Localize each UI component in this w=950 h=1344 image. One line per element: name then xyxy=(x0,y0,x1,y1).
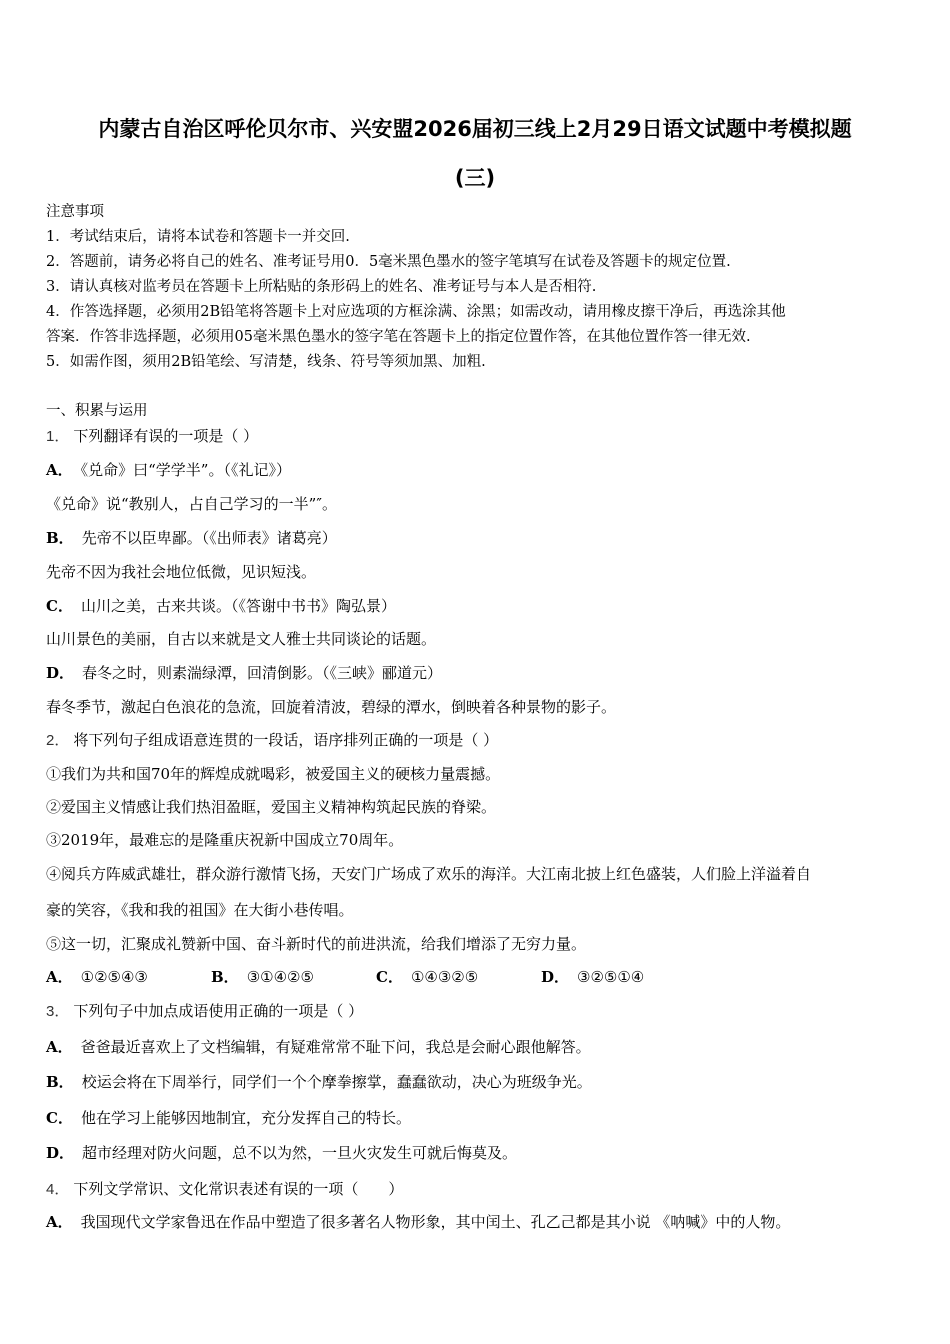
option-label: A． xyxy=(46,968,73,986)
option-label: B． xyxy=(211,968,239,986)
notice-item-4: 4．作答选择题，必须用2B铅笔将答题卡上对应选项的方框涂满、涂黑；如需改动，请用橡皮擦干净后，再选涂其他 xyxy=(46,304,786,320)
option-label: B． xyxy=(46,529,74,547)
option-label: A． xyxy=(46,461,73,479)
q1-option-a xyxy=(46,460,291,480)
q2-choice-c xyxy=(376,967,541,987)
option-text: ①②⑤④③ xyxy=(80,968,148,986)
question-4 xyxy=(46,1179,403,1200)
q1-option-b xyxy=(46,528,337,548)
option-label: B． xyxy=(46,1073,74,1091)
option-label: C． xyxy=(46,597,73,615)
q2-choices xyxy=(46,967,644,987)
q2-choice-d xyxy=(541,967,644,987)
question-1 xyxy=(46,426,258,447)
notice-item-1: 1．考试结束后，请将本试卷和答题卡一并交回. xyxy=(46,229,350,245)
option-label: D． xyxy=(46,664,75,682)
option-text: 爸爸最近喜欢上了文档编辑，有疑难常常不耻下问，我总是会耐心跟他解答。 xyxy=(80,1038,591,1056)
notice-item-5: 5．如需作图，须用2B铅笔绘、写清楚，线条、符号等须加黑、加粗. xyxy=(46,354,486,370)
q2-choice-a xyxy=(46,967,211,987)
option-text: 先帝不以臣卑鄙。（《出师表》诸葛亮） xyxy=(81,529,337,547)
q2-sentence-1: ①我们为共和国70年的辉煌成就喝彩，被爱国主义的硬核力量震撼。 xyxy=(46,765,501,783)
q3-option-c xyxy=(46,1108,411,1128)
option-text: 山川之美，古来共谈。（《答谢中书书》陶弘景） xyxy=(80,597,396,615)
q1-option-a-translation: 《兑命》说“教别人，占自己学习的一半”″。 xyxy=(46,495,337,513)
question-3 xyxy=(46,1001,363,1022)
q1-option-c-translation: 山川景色的美丽，自古以来就是文人雅士共同谈论的话题。 xyxy=(46,630,437,648)
option-text: ③②⑤①④ xyxy=(577,968,645,986)
question-number: 3． xyxy=(46,1003,70,1020)
option-label: C． xyxy=(376,968,403,986)
q2-sentence-2: ②爱国主义情感让我们热泪盈眶，爱国主义精神构筑起民族的脊梁。 xyxy=(46,798,497,816)
q1-option-d-translation: 春冬季节，激起白色浪花的急流，回旋着清波，碧绿的潭水，倒映着各种景物的影子。 xyxy=(46,698,617,716)
option-label: A． xyxy=(46,1038,73,1056)
exam-title-line1: 内蒙古自治区呼伦贝尔市、兴安盟2026届初三线上2月29日语文试题中考模拟题 xyxy=(98,117,852,141)
question-number: 4． xyxy=(46,1181,70,1198)
question-number: 1． xyxy=(46,428,70,445)
q1-option-c xyxy=(46,596,396,616)
q3-option-b xyxy=(46,1072,592,1092)
option-text: 我国现代文学家鲁迅在作品中塑造了很多著名人物形象，其中闰土、孔乙己都是其小说 《呐喊》中的人物。 xyxy=(80,1213,791,1231)
question-number: 2． xyxy=(46,732,70,749)
q1-option-b-translation: 先帝不因为我社会地位低微，见识短浅。 xyxy=(46,563,317,581)
notice-item-4-cont: 答案．作答非选择题，必须用05毫米黑色墨水的签字笔在答题卡上的指定位置作答，在其他位置作答一律无效. xyxy=(46,329,751,345)
exam-title-line2: (三) xyxy=(454,166,496,190)
q2-sentence-5: ⑤这一切，汇聚成礼赞新中国、奋斗新时代的前进洪流，给我们增添了无穷力量。 xyxy=(46,935,587,953)
notice-item-2: 2．答题前，请务必将自己的姓名、准考证号用0．5毫米黑色墨水的签字笔填写在试卷及答题卡的规定位置. xyxy=(46,254,731,270)
option-label: A． xyxy=(46,1213,73,1231)
question-2 xyxy=(46,730,498,751)
option-text: ①④③②⑤ xyxy=(410,968,479,986)
option-text: ③①④②⑤ xyxy=(246,968,314,986)
option-label: D． xyxy=(541,968,570,986)
q2-sentence-3: ③2019年，最难忘的是隆重庆祝新中国成立70周年。 xyxy=(46,831,404,849)
question-stem: 将下列句子组成语意连贯的一段话，语序排列正确的一项是（ ） xyxy=(73,731,499,749)
q4-option-a xyxy=(46,1212,790,1232)
q2-sentence-4: ④阅兵方阵威武雄壮，群众游行激情飞扬，天安门广场成了欢乐的海洋。大江南北披上红色盛装，人们脸上洋溢着自 xyxy=(46,865,812,883)
q3-option-d xyxy=(46,1143,517,1163)
option-text: 他在学习上能够因地制宜，充分发挥自己的特长。 xyxy=(80,1109,411,1127)
section-heading: 一、积累与运用 xyxy=(46,403,148,419)
option-text: 春冬之时，则素湍绿潭，回清倒影。（《三峡》郦道元） xyxy=(82,664,443,682)
option-text: 校运会将在下周举行，同学们一个个摩拳擦掌，蠢蠢欲动，决心为班级争光。 xyxy=(81,1073,592,1091)
option-label: D． xyxy=(46,1144,75,1162)
option-label: C． xyxy=(46,1109,73,1127)
question-stem: 下列文学常识、文化常识表述有误的一项（ ） xyxy=(73,1180,404,1198)
option-text: 《兑命》曰“学学半”。（《礼记》） xyxy=(80,461,291,479)
notice-heading: 注意事项 xyxy=(46,204,104,220)
question-stem: 下列翻译有误的一项是（ ） xyxy=(73,427,259,445)
q1-option-d xyxy=(46,663,442,683)
q3-option-a xyxy=(46,1037,591,1057)
option-text: 超市经理对防火问题，总不以为然，一旦火灾发生可就后悔莫及。 xyxy=(82,1144,518,1162)
question-stem: 下列句子中加点成语使用正确的一项是（ ） xyxy=(73,1002,364,1020)
q2-choice-b xyxy=(211,967,376,987)
notice-item-3: 3．请认真核对监考员在答题卡上所粘贴的条形码上的姓名、准考证号与本人是否相符. xyxy=(46,279,597,295)
q2-sentence-4-cont: 豪的笑容，《我和我的祖国》在大街小巷传唱。 xyxy=(46,901,354,919)
